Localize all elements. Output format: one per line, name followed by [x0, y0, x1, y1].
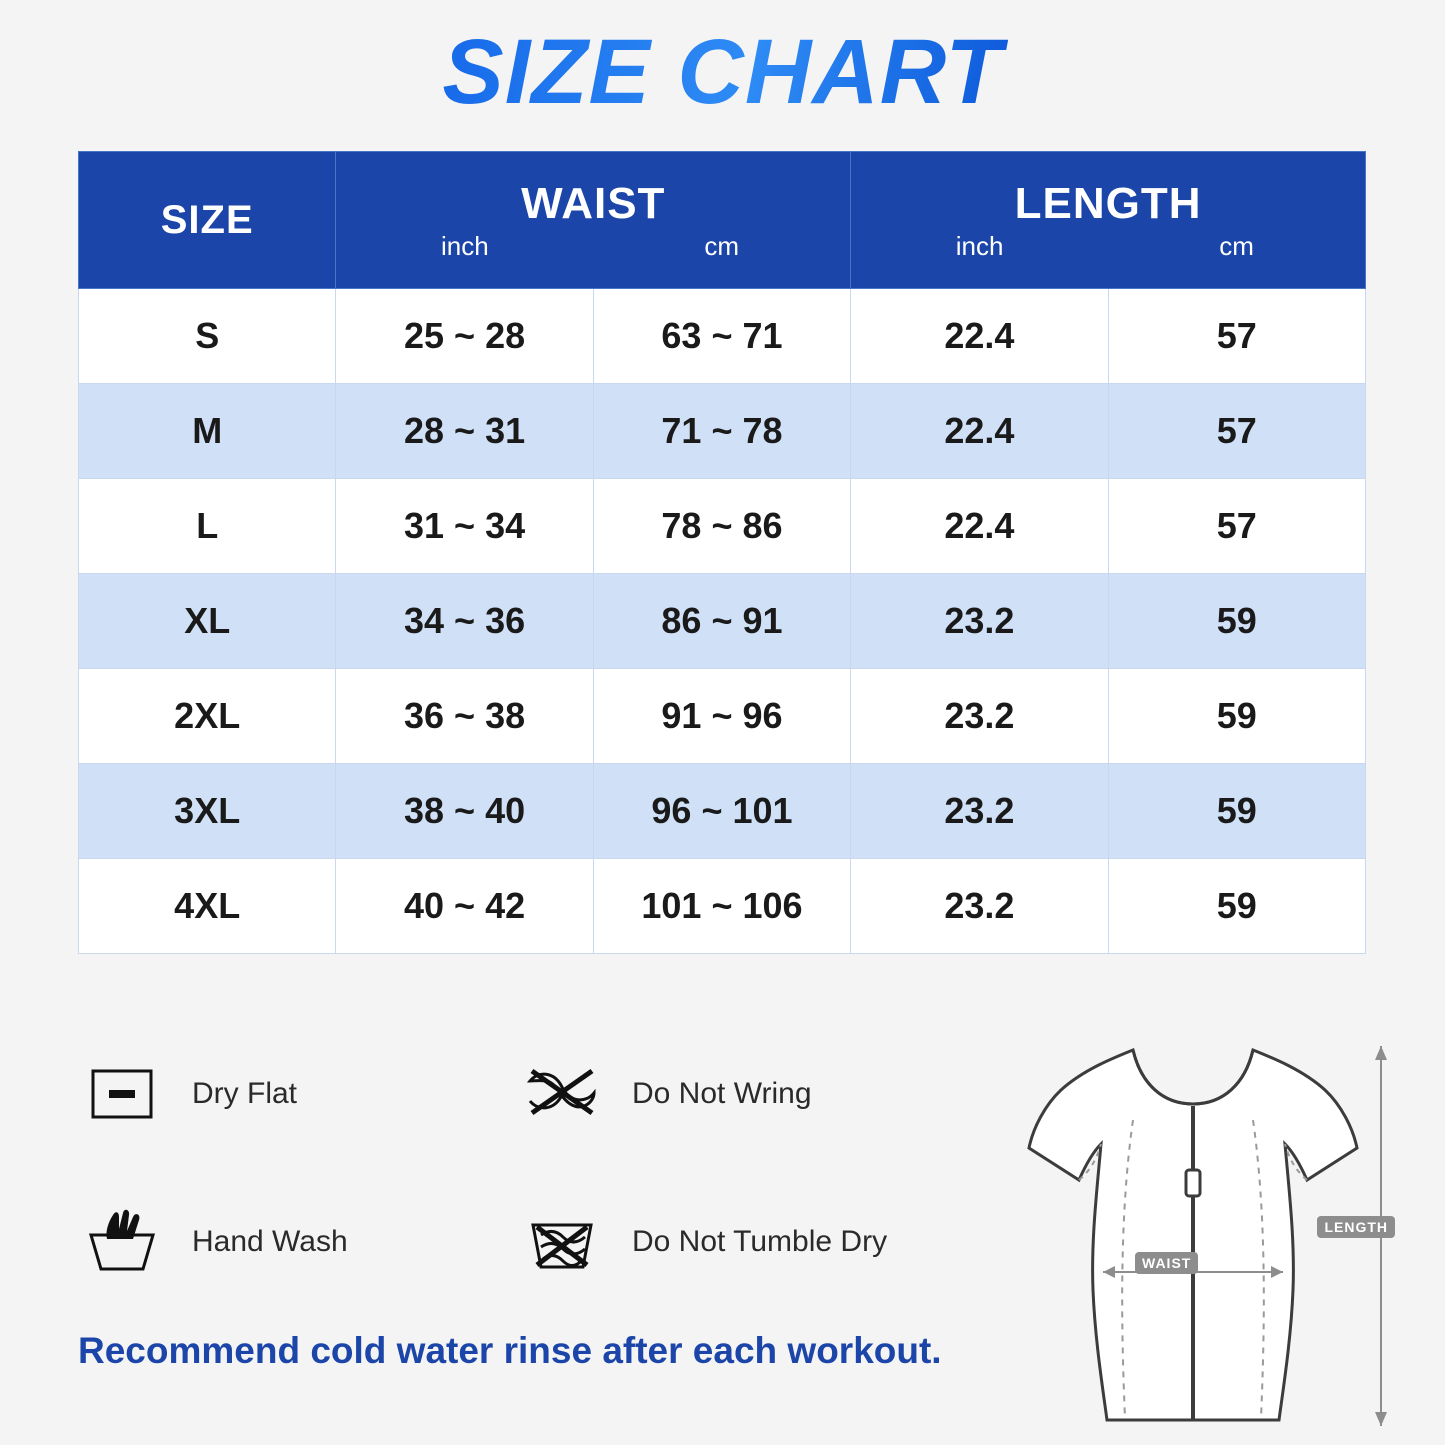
- table-row: [79, 384, 1366, 479]
- cell-waist-cm: 78 ~ 86: [593, 479, 850, 574]
- table-row: [79, 669, 1366, 764]
- column-header-waist-unit-inch: inch: [440, 230, 489, 261]
- cell-size: 2XL: [79, 669, 336, 764]
- size-chart-table: [78, 151, 1366, 954]
- cell-waist-cm: 71 ~ 78: [593, 384, 850, 479]
- table-row: [79, 574, 1366, 669]
- table-body: [79, 289, 1366, 954]
- care-row-1: [78, 1050, 958, 1138]
- care-item-hand-wash: [78, 1198, 518, 1286]
- column-header-length-unit-inch: inch: [955, 230, 1004, 261]
- cell-length-inch: 23.2: [851, 764, 1108, 859]
- dry-flat-icon: [78, 1050, 166, 1138]
- cell-waist-cm: 96 ~ 101: [593, 764, 850, 859]
- cell-length-cm: 59: [1108, 859, 1365, 954]
- column-header-size: [79, 152, 336, 289]
- column-header-length: [851, 152, 1366, 289]
- table-header: [79, 152, 1366, 289]
- do-not-wring-icon: [518, 1050, 606, 1138]
- length-measure-badge: LENGTH: [1317, 1216, 1395, 1238]
- column-header-length-unit-cm: cm: [1219, 230, 1254, 261]
- do-not-tumble-dry-icon: [518, 1198, 606, 1286]
- waist-measure-badge: WAIST: [1135, 1252, 1198, 1274]
- cell-length-cm: 59: [1108, 669, 1365, 764]
- table-row: [79, 859, 1366, 954]
- garment-illustration: [983, 1020, 1403, 1440]
- cell-waist-inch: 25 ~ 28: [336, 289, 593, 384]
- table-row: [79, 479, 1366, 574]
- cell-size: 4XL: [79, 859, 336, 954]
- cell-length-cm: 59: [1108, 764, 1365, 859]
- cell-length-inch: 23.2: [851, 859, 1108, 954]
- hand-wash-icon: [78, 1198, 166, 1286]
- care-item-dry-flat: [78, 1050, 518, 1138]
- cell-length-inch: 22.4: [851, 479, 1108, 574]
- cell-length-cm: 57: [1108, 384, 1365, 479]
- cell-waist-inch: 40 ~ 42: [336, 859, 593, 954]
- table-header-row: [79, 152, 1366, 289]
- care-label-do-not-wring: Do Not Wring: [632, 1077, 812, 1110]
- care-label-do-not-tumble-dry: Do Not Tumble Dry: [632, 1225, 888, 1258]
- care-item-do-not-tumble-dry: [518, 1198, 958, 1286]
- care-instructions: [78, 1050, 958, 1346]
- size-chart-table-wrapper: [78, 151, 1366, 954]
- cell-length-inch: 22.4: [851, 289, 1108, 384]
- cell-length-inch: 22.4: [851, 384, 1108, 479]
- care-label-hand-wash: Hand Wash: [192, 1225, 348, 1258]
- column-header-waist-label: WAIST: [521, 178, 666, 228]
- cell-length-cm: 59: [1108, 574, 1365, 669]
- care-row-2: [78, 1198, 958, 1286]
- cell-waist-inch: 28 ~ 31: [336, 384, 593, 479]
- table-row: [79, 289, 1366, 384]
- cell-size: L: [79, 479, 336, 574]
- cell-size: 3XL: [79, 764, 336, 859]
- column-header-length-label: LENGTH: [1014, 178, 1202, 228]
- cell-length-inch: 23.2: [851, 574, 1108, 669]
- care-item-do-not-wring: [518, 1050, 958, 1138]
- cell-length-cm: 57: [1108, 289, 1365, 384]
- care-label-dry-flat: Dry Flat: [192, 1077, 297, 1110]
- cell-waist-inch: 31 ~ 34: [336, 479, 593, 574]
- page-title: SIZE CHART: [0, 0, 1445, 123]
- table-row: [79, 764, 1366, 859]
- recommendation-text: Recommend cold water rinse after each workout.: [78, 1330, 942, 1371]
- cell-waist-cm: 101 ~ 106: [593, 859, 850, 954]
- column-header-waist: [336, 152, 851, 289]
- cell-waist-inch: 34 ~ 36: [336, 574, 593, 669]
- cell-size: XL: [79, 574, 336, 669]
- column-header-waist-unit-cm: cm: [704, 230, 740, 261]
- cell-length-inch: 23.2: [851, 669, 1108, 764]
- cell-size: S: [79, 289, 336, 384]
- cell-waist-cm: 86 ~ 91: [593, 574, 850, 669]
- cell-waist-inch: 36 ~ 38: [336, 669, 593, 764]
- cell-waist-cm: 63 ~ 71: [593, 289, 850, 384]
- cell-waist-inch: 38 ~ 40: [336, 764, 593, 859]
- column-header-size-label: SIZE: [160, 197, 254, 242]
- cell-size: M: [79, 384, 336, 479]
- cell-waist-cm: 91 ~ 96: [593, 669, 850, 764]
- cell-length-cm: 57: [1108, 479, 1365, 574]
